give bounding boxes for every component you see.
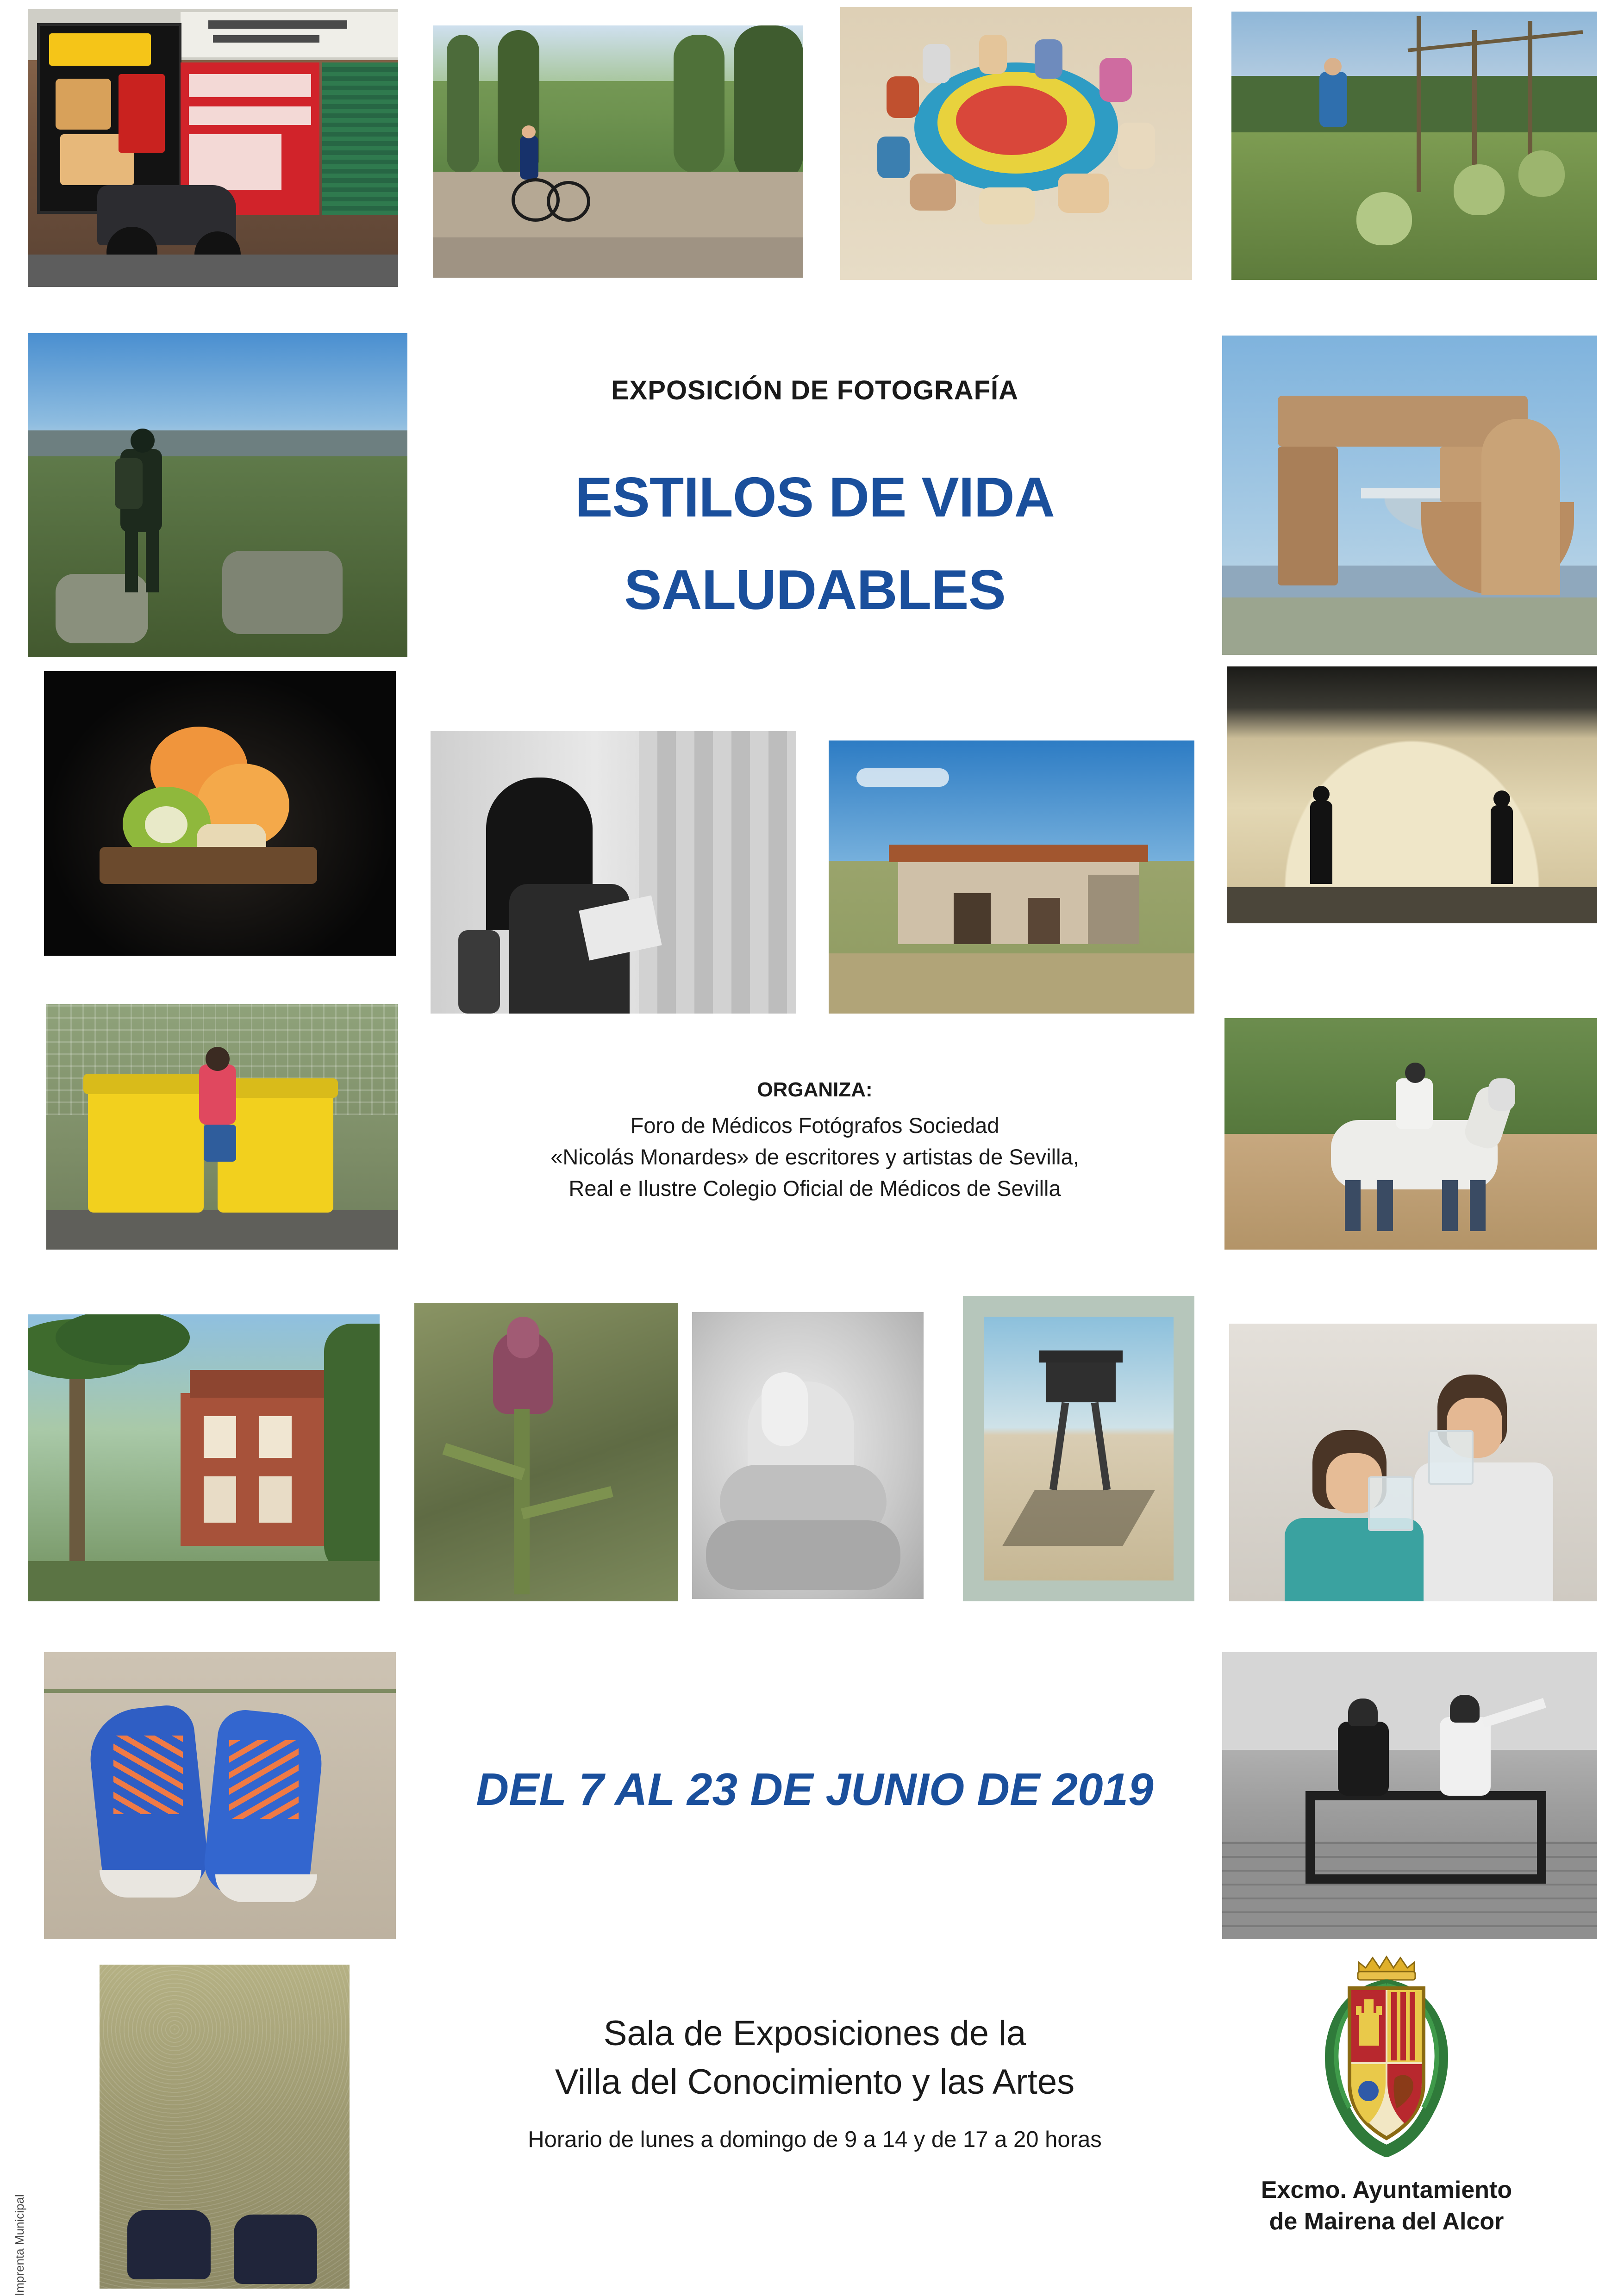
photo-palm-mansion	[28, 1314, 380, 1601]
photo-sculpture-bridge	[1222, 336, 1597, 655]
photo-fruit-plate	[44, 671, 396, 956]
photo-baby-feet	[692, 1312, 924, 1599]
poster-kicker: EXPOSICIÓN DE FOTOGRAFÍA	[611, 375, 1019, 405]
council-line2: de Mairena del Alcor	[1269, 2208, 1504, 2235]
photo-fastfood-billboard	[28, 9, 398, 287]
exhibition-dates: DEL 7 AL 23 DE JUNIO DE 2019	[476, 1764, 1154, 1815]
organiza-label: ORGANIZA:	[757, 1078, 873, 1101]
photo-horse-rider	[1224, 1018, 1597, 1250]
photo-recycling-bins	[46, 1004, 398, 1250]
opening-hours: Horario de lunes a domingo de 9 a 14 y de 17 a 20 horas	[528, 2127, 1102, 2152]
photo-workers-lift	[1222, 1652, 1597, 1939]
imprenta-credit: Imprenta Municipal	[12, 2194, 26, 2296]
council-line1: Excmo. Ayuntamiento	[1261, 2177, 1512, 2203]
poster-title-line1: ESTILOS DE VIDA	[575, 466, 1055, 529]
photo-orchid-flower	[414, 1303, 678, 1601]
photo-lifeguard-tower	[963, 1296, 1194, 1601]
coat-of-arms	[1289, 1944, 1484, 2166]
photo-children-beach	[840, 7, 1192, 280]
organiza-line1: Foro de Médicos Fotógrafos Sociedad	[630, 1113, 999, 1138]
photo-children-drinking	[1229, 1324, 1597, 1601]
photo-country-house	[829, 740, 1194, 1014]
organiza-line3: Real e Ilustre Colegio Oficial de Médicos de Sevilla	[568, 1176, 1061, 1201]
photo-cyclist-park	[433, 25, 803, 278]
venue-line1: Sala de Exposiciones de la	[603, 2014, 1026, 2053]
photo-hiker-mountain	[28, 333, 407, 657]
photo-feet-path	[100, 1965, 350, 2289]
organiza-line2: «Nicolás Monardes» de escritores y artistas de Sevilla,	[550, 1145, 1079, 1169]
poster-title-line2: SALUDABLES	[624, 558, 1006, 621]
photo-museum-visitors	[1227, 666, 1597, 923]
photo-woman-reading	[431, 731, 796, 1014]
photo-sneakers-wall	[44, 1652, 396, 1939]
photo-artichoke-garden	[1231, 12, 1597, 280]
venue-line2: Villa del Conocimiento y las Artes	[555, 2062, 1075, 2102]
